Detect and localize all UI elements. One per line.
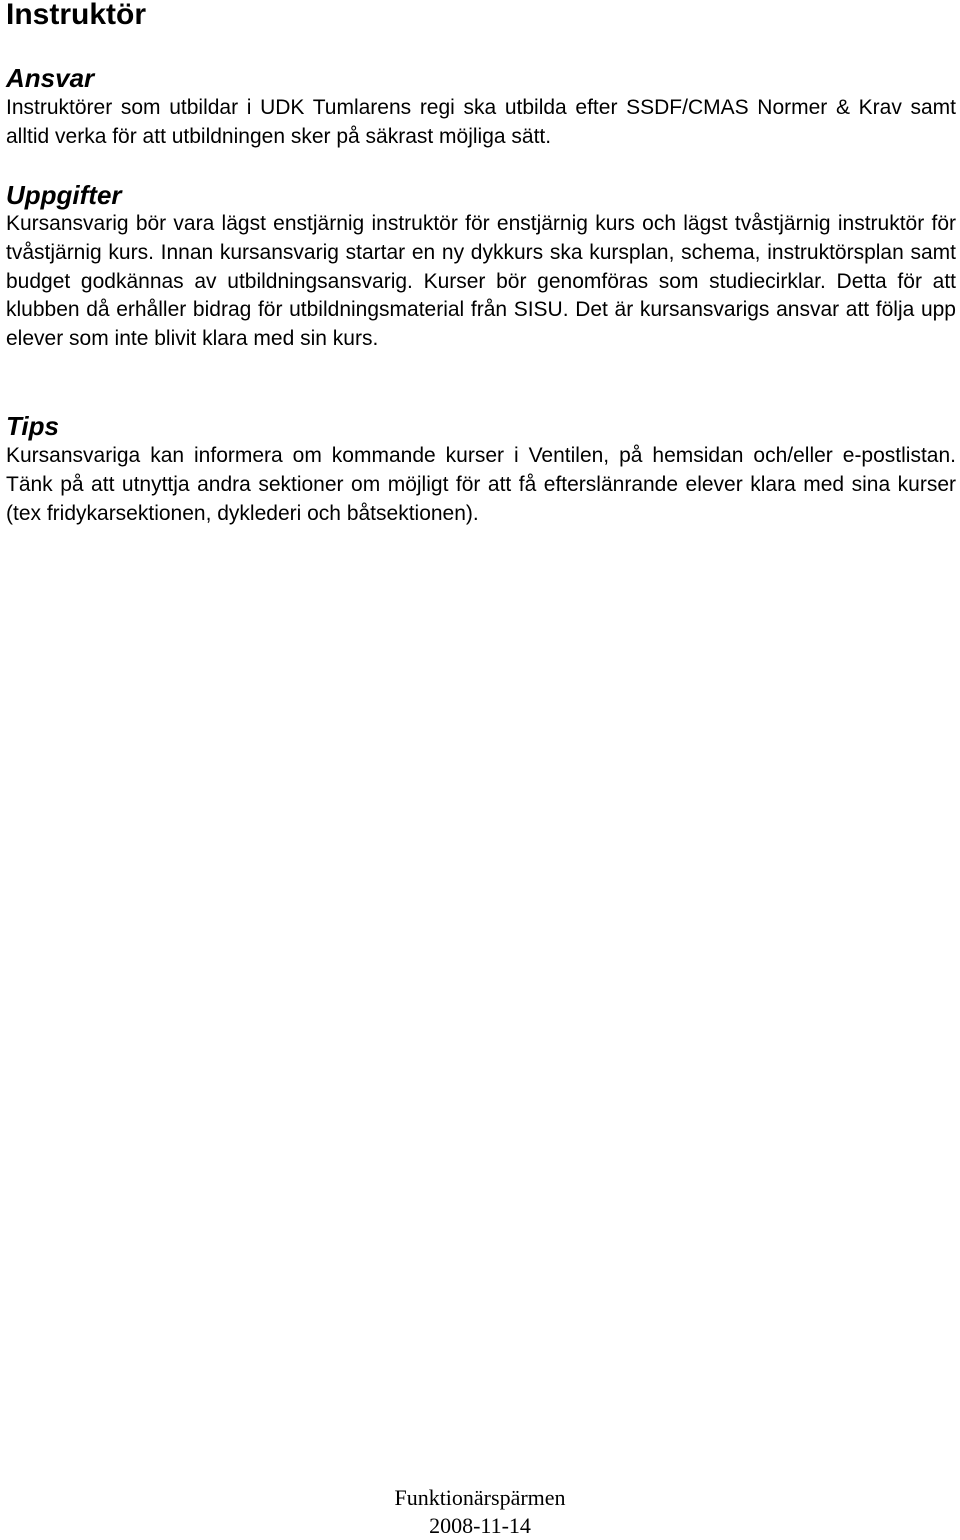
section-heading-ansvar: Ansvar bbox=[6, 63, 95, 93]
section-heading-uppgifter: Uppgifter bbox=[6, 180, 122, 210]
footer-name: Funktionärspärmen bbox=[394, 1485, 566, 1510]
section-body-ansvar: Instruktörer som utbildar i UDK Tumlarens regi ska utbilda efter SSDF/CMAS Normer & Krav samt alltid verka för att utbildningen sker på säkrast möjliga sätt. bbox=[6, 96, 956, 148]
page-title: Instruktör bbox=[6, 0, 147, 31]
section-heading-tips: Tips bbox=[6, 411, 59, 441]
footer-date: 2008-11-14 bbox=[429, 1513, 531, 1538]
section-body-uppgifter: Kursansvarig bör vara lägst enstjärnig instruktör för enstjärnig kurs och lägst tvåstjärnig instruktör för tvåstjärnig kurs. Innan kursansvarig startar en ny dykkurs ska kursplan, schema, instruktörsplan samt budget godkännas av utbildningsansvarig. Kurser bör genomföras som studiecirklar. Detta för att klubben då erhåller bidrag för utbildningsmaterial från SISU. Det är kursansvarigs ansvar att följa upp elever som inte blivit klara med sin kurs. bbox=[6, 212, 956, 351]
section-body-tips: Kursansvariga kan informera om kommande kurser i Ventilen, på hemsidan och/eller e-postlistan. Tänk på att utnyttja andra sektioner om möjligt för att få efterslänrande elever klara med sina kurser (tex fridykarsektionen, dyklederi och båtsektionen). bbox=[6, 444, 956, 525]
